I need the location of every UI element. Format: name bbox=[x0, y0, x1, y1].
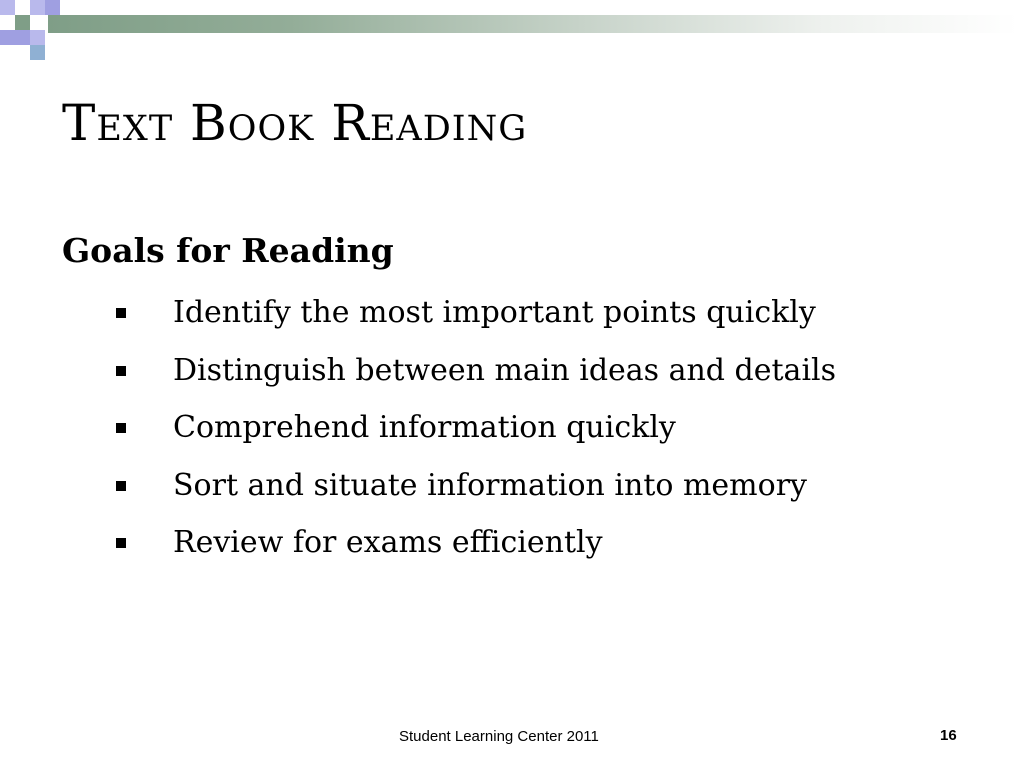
footer-text: Student Learning Center 2011 bbox=[399, 728, 599, 745]
square-bullet-icon bbox=[116, 481, 126, 491]
header-square bbox=[15, 30, 30, 45]
header-square bbox=[0, 30, 15, 45]
header-square bbox=[30, 30, 45, 45]
header-square bbox=[30, 45, 45, 60]
bullet-text: Review for exams efficiently bbox=[173, 525, 603, 560]
square-bullet-icon bbox=[116, 538, 126, 548]
header-square bbox=[45, 0, 60, 15]
bullet-text: Distinguish between main ideas and details bbox=[173, 352, 837, 388]
page-number: 16 bbox=[940, 727, 957, 744]
slide-subtitle: Goals for Reading bbox=[62, 231, 394, 270]
header-decoration bbox=[0, 0, 1024, 60]
square-bullet-icon bbox=[116, 423, 126, 433]
header-gradient-band bbox=[48, 15, 1018, 33]
bullet-text: Comprehend information quickly bbox=[173, 410, 676, 445]
header-square bbox=[30, 0, 45, 15]
header-square bbox=[15, 15, 30, 30]
square-bullet-icon bbox=[116, 308, 126, 318]
square-bullet-icon bbox=[116, 366, 126, 376]
slide-title: Text Book Reading bbox=[62, 94, 528, 152]
bullet-text: Identify the most important points quickly bbox=[173, 295, 816, 330]
header-square bbox=[0, 0, 15, 15]
bullet-text: Sort and situate information into memory bbox=[173, 467, 807, 503]
